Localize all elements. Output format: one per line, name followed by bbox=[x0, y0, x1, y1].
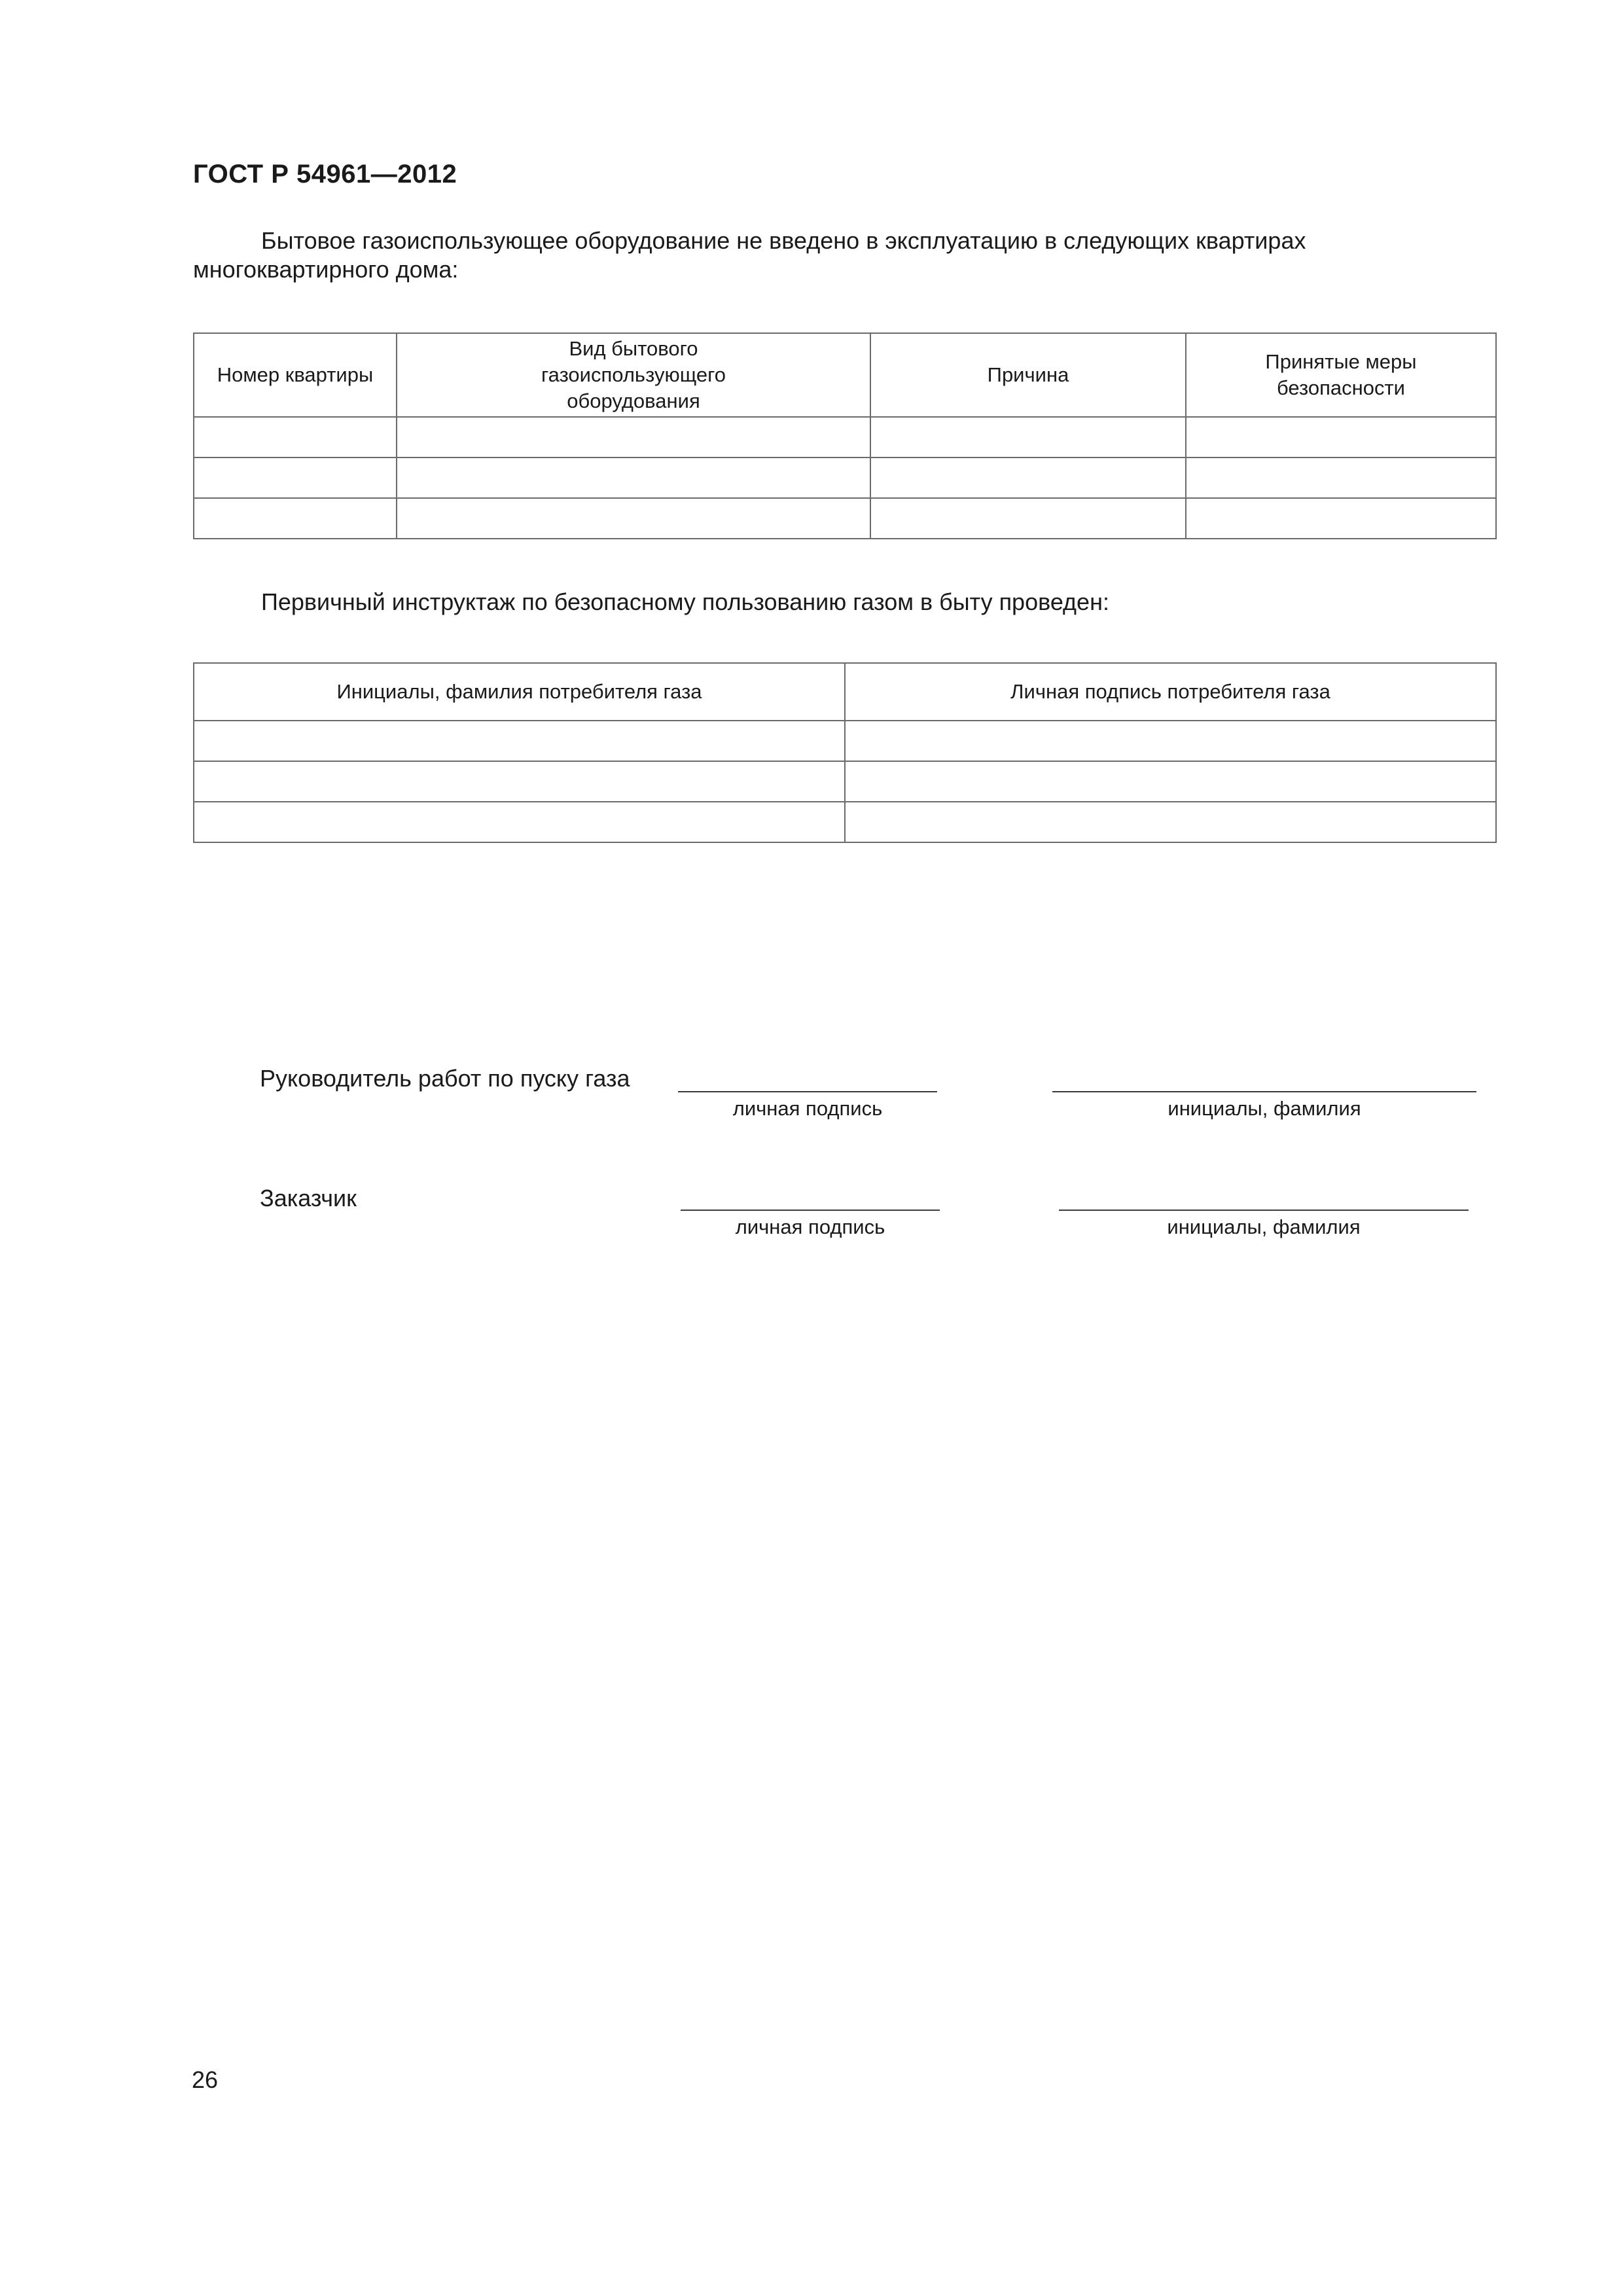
table-cell[interactable] bbox=[845, 761, 1496, 802]
signature-line[interactable] bbox=[681, 1210, 940, 1211]
name-line[interactable] bbox=[1052, 1091, 1476, 1092]
paragraph-equipment-not-commissioned bbox=[193, 226, 1495, 284]
signature-role-label: Руководитель работ по пуску газа bbox=[260, 1065, 630, 1092]
table-cell[interactable] bbox=[194, 802, 845, 842]
table-cell[interactable] bbox=[1186, 417, 1496, 457]
table-cell[interactable] bbox=[1186, 457, 1496, 498]
table-row bbox=[194, 417, 1496, 457]
table-cell[interactable] bbox=[194, 457, 397, 498]
table-cell[interactable] bbox=[194, 417, 397, 457]
paragraph-primary-instruction bbox=[193, 588, 1495, 617]
table-header-row bbox=[194, 333, 1496, 417]
column-header-apartment-number: Номер квартиры bbox=[194, 333, 397, 417]
name-caption: инициалы, фамилия bbox=[1168, 1097, 1361, 1120]
paragraph-text: Бытовое газоиспользующее оборудование не введено в эксплуатацию в следующих квартирах многоквартирного дома: bbox=[193, 227, 1306, 283]
signature-line[interactable] bbox=[678, 1091, 937, 1092]
table-cell[interactable] bbox=[845, 721, 1496, 761]
column-header-safety-measures: Принятые меры безопасности bbox=[1186, 333, 1496, 417]
table-row bbox=[194, 498, 1496, 539]
signature-caption: личная подпись bbox=[735, 1215, 885, 1238]
column-header-equipment-type: Вид бытового газоиспользующего оборудования bbox=[397, 333, 870, 417]
table-header-row bbox=[194, 663, 1496, 721]
table-cell[interactable] bbox=[194, 498, 397, 539]
table-row bbox=[194, 721, 1496, 761]
column-header-consumer-name: Инициалы, фамилия потребителя газа bbox=[194, 663, 845, 721]
equipment-table bbox=[193, 332, 1497, 539]
table-cell[interactable] bbox=[397, 498, 870, 539]
table-row bbox=[194, 457, 1496, 498]
paragraph-text: Первичный инструктаж по безопасному пользованию газом в быту проведен: bbox=[261, 588, 1109, 615]
column-header-reason: Причина bbox=[870, 333, 1186, 417]
table-cell[interactable] bbox=[397, 457, 870, 498]
table-cell[interactable] bbox=[194, 761, 845, 802]
table-row bbox=[194, 761, 1496, 802]
table-row bbox=[194, 802, 1496, 842]
table-cell[interactable] bbox=[397, 417, 870, 457]
table-cell[interactable] bbox=[1186, 498, 1496, 539]
table-cell[interactable] bbox=[870, 498, 1186, 539]
table-cell[interactable] bbox=[194, 721, 845, 761]
instruction-table bbox=[193, 662, 1497, 843]
table-cell[interactable] bbox=[870, 457, 1186, 498]
signature-role-label: Заказчик bbox=[260, 1185, 357, 1211]
name-line[interactable] bbox=[1059, 1210, 1469, 1211]
table-cell[interactable] bbox=[870, 417, 1186, 457]
page-number: 26 bbox=[192, 2066, 219, 2093]
signature-caption: личная подпись bbox=[732, 1097, 883, 1120]
table-cell[interactable] bbox=[845, 802, 1496, 842]
column-header-consumer-signature: Личная подпись потребителя газа bbox=[845, 663, 1496, 721]
name-caption: инициалы, фамилия bbox=[1167, 1215, 1361, 1238]
document-code-header: ГОСТ Р 54961—2012 bbox=[193, 160, 457, 188]
